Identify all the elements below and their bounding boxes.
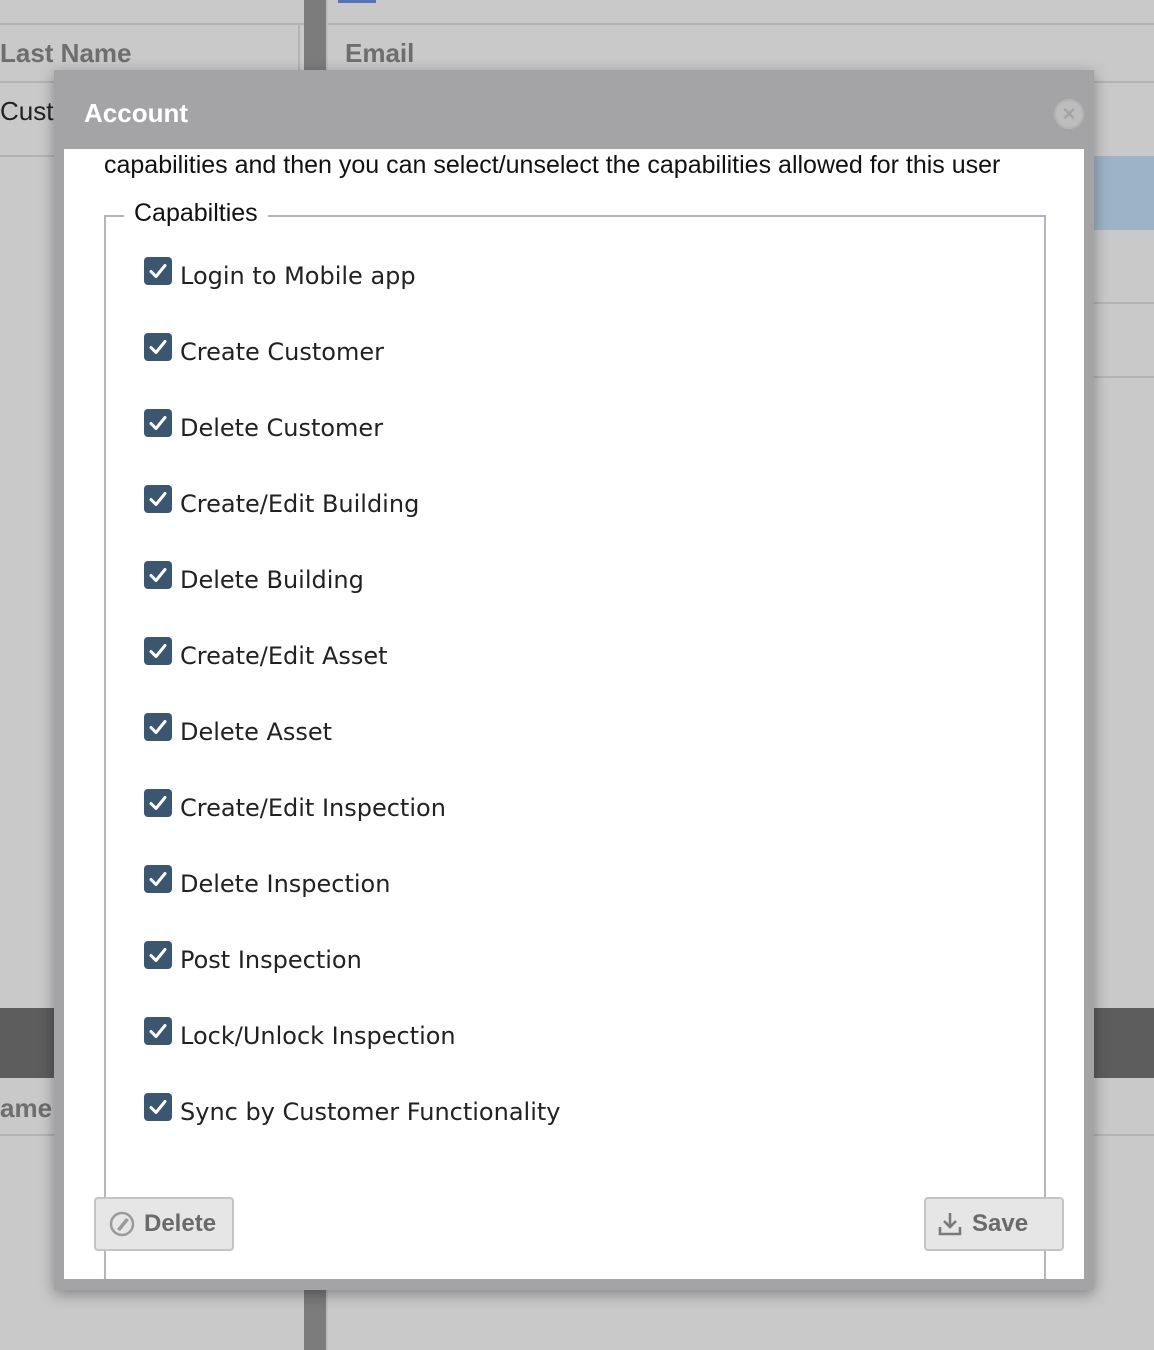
- background-panel-header: [0, 1008, 60, 1078]
- capability-label: Create/Edit Inspection: [180, 794, 446, 822]
- capability-item[interactable]: [144, 489, 419, 519]
- capability-item[interactable]: [144, 717, 332, 747]
- check-icon: [148, 869, 168, 889]
- check-icon: [148, 413, 168, 433]
- dialog-title: Account: [84, 98, 188, 128]
- download-icon: [936, 1210, 964, 1238]
- capability-label: Login to Mobile app: [180, 262, 416, 290]
- column-header-last-name: Last Name: [0, 38, 132, 68]
- capability-item[interactable]: [144, 565, 364, 595]
- capability-label: Create/Edit Asset: [180, 642, 388, 670]
- capability-item[interactable]: [144, 1021, 456, 1051]
- delete-button-label: Delete: [144, 1210, 217, 1237]
- capability-label: Delete Asset: [180, 718, 333, 746]
- check-icon: [148, 1021, 168, 1041]
- header-rule: [1094, 1134, 1154, 1136]
- delete-button[interactable]: [94, 1197, 234, 1251]
- row-rule: [0, 155, 60, 157]
- capability-item[interactable]: [144, 1097, 560, 1127]
- save-button[interactable]: [924, 1197, 1064, 1251]
- check-icon: [148, 641, 168, 661]
- check-icon: [148, 337, 168, 357]
- capability-checkbox[interactable]: [144, 637, 172, 665]
- capability-checkbox[interactable]: [144, 865, 172, 893]
- capability-checkbox[interactable]: [144, 1093, 172, 1121]
- check-icon: [148, 945, 168, 965]
- capability-item[interactable]: [144, 261, 416, 291]
- capability-label: Lock/Unlock Inspection: [180, 1022, 456, 1050]
- capability-label: Delete Customer: [180, 414, 384, 442]
- header-rule: [0, 1134, 60, 1136]
- capability-label: Delete Building: [180, 566, 364, 594]
- capability-checkbox[interactable]: [144, 333, 172, 361]
- table-cell-last-name: Cust: [0, 96, 54, 126]
- background-panel-header: [1094, 1008, 1154, 1078]
- capability-item[interactable]: [144, 337, 384, 367]
- capability-item[interactable]: [144, 945, 362, 975]
- check-icon: [148, 261, 168, 281]
- capability-item[interactable]: [144, 413, 383, 443]
- capability-checkbox[interactable]: [144, 941, 172, 969]
- capability-checkbox[interactable]: [144, 257, 172, 285]
- close-icon[interactable]: ×: [1054, 99, 1084, 129]
- capability-item[interactable]: [144, 869, 390, 899]
- capability-checkbox[interactable]: [144, 409, 172, 437]
- capability-checkbox[interactable]: [144, 1017, 172, 1045]
- column-header-name: ame: [0, 1093, 53, 1123]
- capability-label: Sync by Customer Functionality: [180, 1098, 561, 1126]
- capability-label: Create Customer: [180, 338, 384, 366]
- capability-label: Post Inspection: [180, 946, 362, 974]
- selected-table-row[interactable]: [1094, 156, 1154, 230]
- row-rule: [1094, 302, 1154, 304]
- column-header-email: Email: [345, 38, 415, 68]
- capability-checkbox[interactable]: [144, 485, 172, 513]
- check-icon: [148, 793, 168, 813]
- capability-item[interactable]: [144, 793, 446, 823]
- background-rule: [0, 23, 1154, 25]
- capability-item[interactable]: [144, 641, 388, 671]
- capability-label: Delete Inspection: [180, 870, 391, 898]
- dialog-body[interactable]: [64, 149, 1084, 1279]
- capabilities-legend: Capabilties: [124, 199, 268, 228]
- capability-checkbox[interactable]: [144, 561, 172, 589]
- check-icon: [148, 1097, 168, 1117]
- capability-checkbox[interactable]: [144, 713, 172, 741]
- delete-icon: [108, 1210, 136, 1238]
- background-link: [338, 0, 376, 3]
- check-icon: [148, 565, 168, 585]
- save-button-label: Save: [972, 1210, 1029, 1237]
- row-rule: [1094, 376, 1154, 378]
- intro-text: capabilities and then you can select/unselect the capabilities allowed for this user: [104, 151, 1001, 179]
- capability-label: Create/Edit Building: [180, 490, 420, 518]
- account-dialog: [54, 70, 1094, 1290]
- check-icon: [148, 489, 168, 509]
- capability-checkbox[interactable]: [144, 789, 172, 817]
- check-icon: [148, 717, 168, 737]
